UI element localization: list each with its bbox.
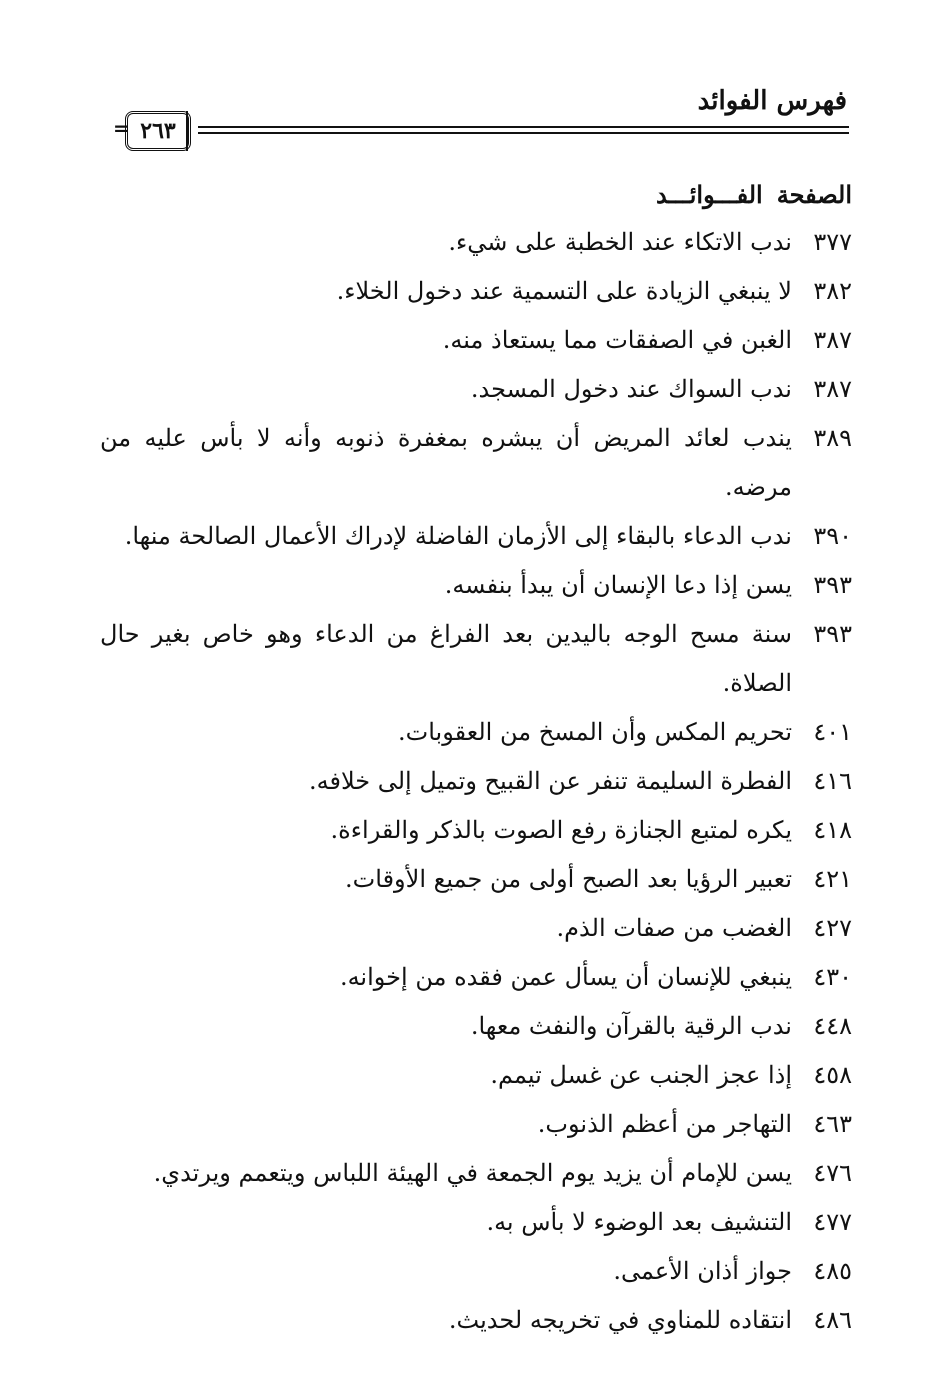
entry-page: ٤٦٣ <box>813 1110 852 1138</box>
entry-text: ندب الرقية بالقرآن والنفث معها. <box>470 1012 792 1040</box>
entry-text: إذا عجز الجنب عن غسل تيمم. <box>490 1061 792 1089</box>
index-entry <box>100 904 852 953</box>
entry-page: ٤٢٧ <box>813 914 852 942</box>
entry-text: التنشيف بعد الوضوء لا بأس به. <box>486 1208 792 1236</box>
entry-text: تحريم المكس وأن المسخ من العقوبات. <box>398 718 792 746</box>
column-headings <box>656 180 852 209</box>
index-entry <box>100 1247 852 1296</box>
index-entry <box>100 218 852 267</box>
header-rule <box>198 126 849 128</box>
entry-page: ٤٣٠ <box>813 963 852 991</box>
entry-text: الغضب من صفات الذم. <box>556 914 792 942</box>
index-entry <box>100 1051 852 1100</box>
entry-text: تعبير الرؤيا بعد الصبح أولى من جميع الأوقات. <box>345 865 792 893</box>
entry-page: ٤١٦ <box>813 767 852 795</box>
entry-page: ٣٩٣ <box>813 571 852 599</box>
entry-text: يندب لعائد المريض أن يبشره بمغفرة ذنوبه وأنه لا بأس عليه من مرضه. <box>100 424 792 501</box>
entry-page: ٤٨٦ <box>813 1306 852 1334</box>
index-entry <box>100 561 852 610</box>
index-entry <box>100 953 852 1002</box>
page-number-ornament: = <box>113 116 130 140</box>
index-entries <box>100 218 852 1345</box>
entry-text: ندب السواك عند دخول المسجد. <box>470 375 792 403</box>
index-entry <box>100 708 852 757</box>
index-entry <box>100 855 852 904</box>
index-entry <box>100 757 852 806</box>
entry-text: جواز أذان الأعمى. <box>613 1257 792 1285</box>
entry-page: ٣٨٧ <box>813 375 852 403</box>
page-number-ornament <box>186 111 198 151</box>
index-entry <box>100 512 852 561</box>
entry-page: ٣٩٠ <box>813 522 852 550</box>
entry-page: ٤٤٨ <box>813 1012 852 1040</box>
entry-page: ٤٧٦ <box>813 1159 852 1187</box>
entry-text: سنة مسح الوجه باليدين بعد الفراغ من الدعاء وهو خاص بغير حال الصلاة. <box>100 620 792 697</box>
entry-text: يسن للإمام أن يزيد يوم الجمعة في الهيئة اللباس ويتعمم ويرتدي. <box>153 1159 792 1187</box>
index-entry <box>100 365 852 414</box>
entry-text: يكره لمتبع الجنازة رفع الصوت بالذكر والقراءة. <box>330 816 792 844</box>
entry-page: ٤٨٥ <box>813 1257 852 1285</box>
index-entry <box>100 806 852 855</box>
index-entry <box>100 316 852 365</box>
entry-text: ينبغي للإنسان أن يسأل عمن فقده من إخوانه. <box>339 963 792 991</box>
entry-text: الفطرة السليمة تنفر عن القبيح وتميل إلى خلافه. <box>308 767 792 795</box>
entry-page: ٤١٨ <box>813 816 852 844</box>
entry-text: ندب الدعاء بالبقاء إلى الأزمان الفاضلة لإدراك الأعمال الصالحة منها. <box>124 522 792 550</box>
entry-page: ٤٥٨ <box>813 1061 852 1089</box>
entry-text: التهاجر من أعظم الذنوب. <box>537 1110 792 1138</box>
index-entry <box>100 1100 852 1149</box>
index-entry <box>100 610 852 708</box>
entry-page: ٤٠١ <box>813 718 852 746</box>
entry-page: ٣٧٧ <box>813 228 852 256</box>
running-title: فهرس الفوائد <box>697 86 847 116</box>
header-rule <box>198 132 849 134</box>
entry-text: الغبن في الصفقات مما يستعاذ منه. <box>442 326 792 354</box>
entry-text: يسن إذا دعا الإنسان أن يبدأ بنفسه. <box>444 571 792 599</box>
index-entry <box>100 1149 852 1198</box>
entry-page: ٣٨٢ <box>813 277 852 305</box>
entry-page: ٣٩٣ <box>813 620 852 648</box>
entry-page: ٣٨٧ <box>813 326 852 354</box>
column-heading-benefits: الفـــوائـــد <box>656 180 763 209</box>
entry-text: انتقاده للمناوي في تخريجه لحديث. <box>448 1306 792 1334</box>
index-entry <box>100 1198 852 1247</box>
index-entry <box>100 267 852 316</box>
entry-text: لا ينبغي الزيادة على التسمية عند دخول الخلاء. <box>336 277 792 305</box>
index-entry <box>100 414 852 512</box>
entry-page: ٤٧٧ <box>813 1208 852 1236</box>
column-heading-page: الصفحة <box>776 180 852 209</box>
index-entry <box>100 1002 852 1051</box>
entry-text: ندب الاتكاء عند الخطبة على شيء. <box>448 228 792 256</box>
index-entry <box>100 1296 852 1345</box>
entry-page: ٣٨٩ <box>813 424 852 452</box>
entry-page: ٤٢١ <box>813 865 852 893</box>
page-number: ٢٦٣ <box>125 111 191 151</box>
